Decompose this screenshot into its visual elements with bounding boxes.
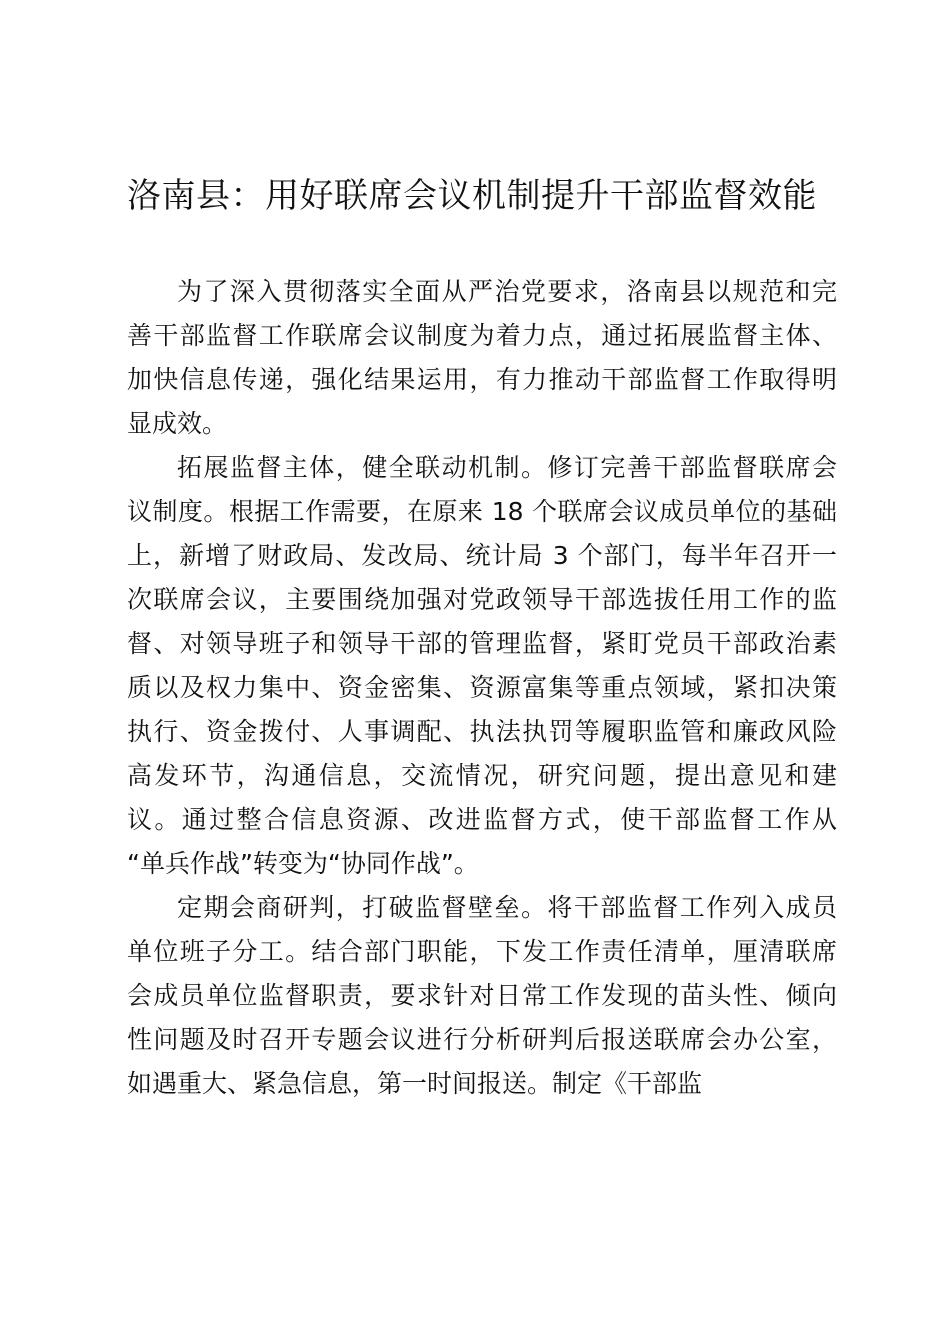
text-line: 如遇重大、紧急信息，第一时间报送。制定《干部监	[127, 1069, 703, 1098]
text-line: 善干部监督工作联席会议制度为着力点，通过拓展监督主体、	[127, 321, 837, 350]
text-line: 性问题及时召开专题会议进行分析研判后报送联席会办公室，	[127, 1025, 837, 1054]
text-line: 单位班子分工。结合部门职能，下发工作责任清单，厘清联席	[127, 937, 837, 966]
paragraph-expand-supervision	[127, 446, 837, 886]
text-line: 高发环节，沟通信息，交流情况，研究问题，提出意见和建	[127, 761, 837, 790]
paragraph-intro	[127, 270, 837, 446]
text-line: 显成效。	[127, 409, 228, 438]
document-title: 洛南县：用好联席会议机制提升干部监督效能	[127, 176, 817, 216]
text-line: “单兵作战”转变为“协同作战”。	[127, 849, 479, 878]
text-line: 定期会商研判，打破监督壁垒。将干部监督工作列入成员	[177, 893, 837, 922]
text-line: 会成员单位监督职责，要求针对日常工作发现的苗头性、倾向	[127, 981, 837, 1010]
text-line: 加快信息传递，强化结果运用，有力推动干部监督工作取得明	[127, 365, 837, 394]
text-line: 次联席会议，主要围绕加强对党政领导干部选拔任用工作的监	[127, 585, 837, 614]
document-body	[127, 270, 837, 1106]
text-line: 议。通过整合信息资源、改进监督方式，使干部监督工作从	[127, 805, 837, 834]
text-line: 执行、资金拨付、人事调配、执法执罚等履职监管和廉政风险	[127, 717, 837, 746]
text-line: 拓展监督主体，健全联动机制。修订完善干部监督联席会	[177, 453, 837, 482]
text-line: 质以及权力集中、资金密集、资源富集等重点领域，紧扣决策	[127, 673, 837, 702]
text-line: 督、对领导班子和领导干部的管理监督，紧盯党员干部政治素	[127, 629, 837, 658]
text-line: 为了深入贯彻落实全面从严治党要求，洛南县以规范和完	[177, 277, 837, 306]
paragraph-regular-consultation	[127, 886, 837, 1106]
text-line: 议制度。根据工作需要，在原来 18 个联席会议成员单位的基础	[127, 497, 837, 526]
text-line: 上，新增了财政局、发改局、统计局 3 个部门，每半年召开一	[127, 541, 837, 570]
